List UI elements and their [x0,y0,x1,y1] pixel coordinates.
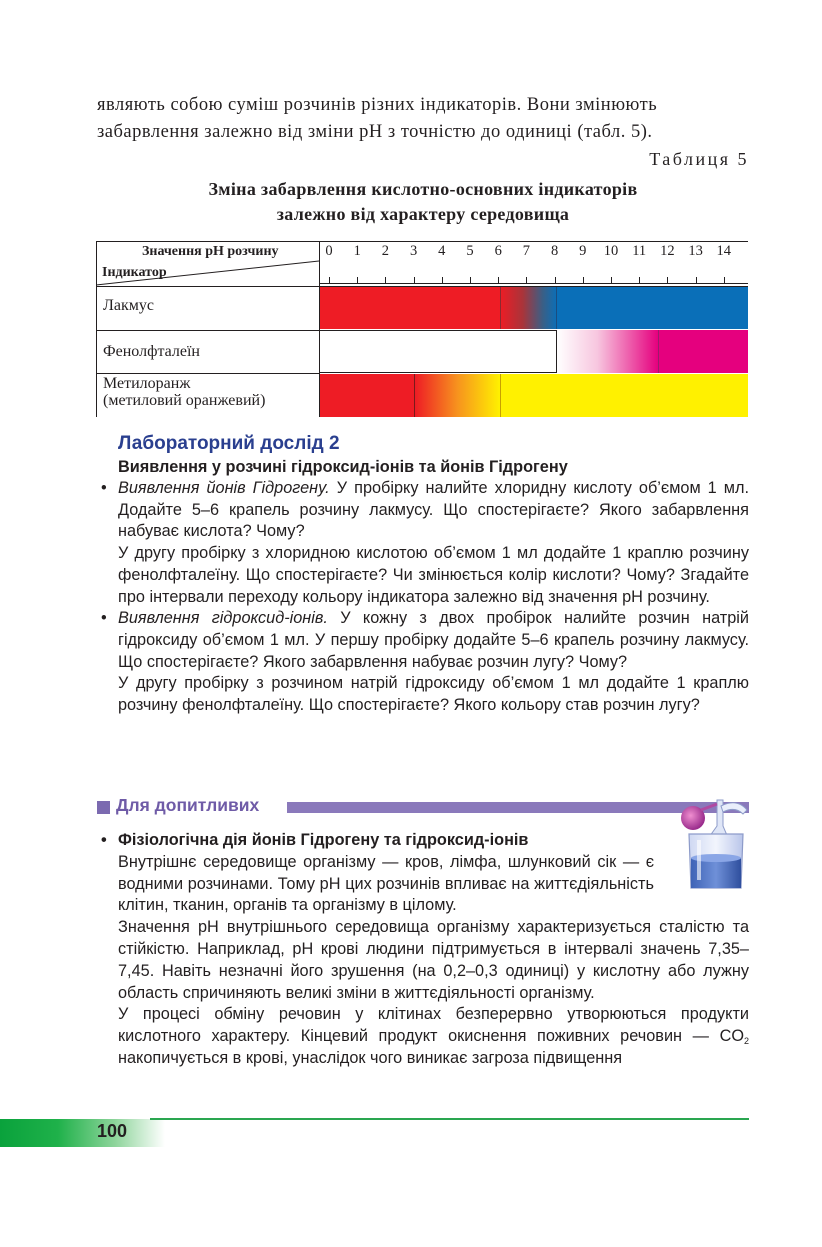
row-label-methyl-orange [103,375,265,409]
table-label: Таблиця 5 [649,149,749,169]
methyl-orange-red-band [320,374,415,417]
ph-value-3: 3 [409,243,418,259]
litmus-divider-a [500,287,501,329]
lab-subtitle: Виявлення у розчині гідроксид-іонів та йонів Гідрогену [118,458,568,476]
ph-axis-line [320,283,748,284]
ph-value-12: 12 [660,243,675,259]
intro-line-2: забарвлення залежно від зміни pH з точністю до одиниці (табл. 5). [97,122,653,142]
lab-item-1 [101,478,749,543]
ph-value-9: 9 [579,243,587,259]
header-indicator: Індикатор [102,265,167,280]
lab-item-2-para-2: У другу пробірку з розчином натрій гідроксиду об’ємом 1 мл додайте 1 краплю розчину фенолфталеїну. Що спостерігаєте? Якого кольору став розчин лугу? [118,674,749,715]
lab-item-2 [101,608,750,673]
co2-formula [720,1027,749,1045]
lab-item-1-para-2: У другу пробірку з хлоридною кислотою об’ємом 1 мл додайте 1 краплю розчину фенолфталеїну. Що спостерігаєте? Чи змінюється колір кислоти? Чому? Згадайте про інтервали переходу кольору індикатора залежно від значення pH розчину. [118,544,749,606]
header-ph: Значення pH розчину [142,244,279,259]
methyl-orange-line-2: (метиловий оранжевий) [103,392,266,409]
ph-value-11: 11 [632,243,647,259]
intro-line-1: являють собою суміш розчинів різних індикаторів. Вони змінюють [97,95,658,115]
ph-value-0: 0 [325,243,333,259]
row-label-phenolphthalein: Фенолфталеїн [103,343,200,360]
lab-item-1-text: У пробірку налийте хлоридну кислоту об’ємом 1 мл. Додайте 5–6 крапель розчину лакмусу. Що спостерігаєте? Якого забарвлення набуває кислота? Чому? [118,479,749,541]
phenol-white-bottom [320,372,557,373]
curious-para-3 [118,1004,749,1069]
curious-para-2: Значення pH внутрішнього середовища організму характеризується сталістю та стійкістю. Наприклад, pH крові людини підтримується в інтервалі значень 7,35–7,45. Навіть незначні його зрушення (на 0,2–0,3 одиниці) у кислотну або лужну область спричиняють великі зміни в життєдіяльності організму. [118,918,749,1002]
table-title-line-2: залежно від характеру середовища [276,204,570,224]
methyl-orange-transition-band [415,374,500,417]
lab-item-1-title: Виявлення йонів Гідрогену. [118,479,330,497]
lab-title: Лабораторний дослід 2 [118,433,340,454]
lab-item-2-title: Виявлення гідроксид-іонів. [118,609,328,628]
lab-experiment [97,432,749,717]
bullet: • [101,831,107,849]
table-title [97,177,749,227]
curious-para-1: Внутрішнє середовище організму — кров, лімфа, шлунковий сік — є водними розчинами. Тому pH цих розчинів впливає на життєдіяльність клітин, тканин, органів та організму в цілому. [118,852,654,915]
ph-value-10: 10 [603,243,619,259]
ph-value-1: 1 [353,243,361,259]
ph-value-8: 8 [550,243,559,259]
section-square-icon [97,801,110,814]
phenol-white-top [320,330,557,331]
intro-paragraph [97,92,749,146]
methyl-orange-yellow-band [501,374,748,417]
phenol-divider [658,330,659,373]
litmus-transition-band [500,287,557,329]
curious-content [97,830,749,1070]
table-title-line-1: Зміна забарвлення кислотно-основних індикаторів [208,179,638,199]
para-3-start: У процесі обміну речовин у клітинах безперервно утворюються продукти кислотного характеру. Кінцевий продукт окиснення поживних речовин — [118,1005,749,1046]
phenolphthalein-crimson-band [658,330,748,373]
ph-value-5: 5 [466,243,474,259]
phenolphthalein-colorless-band [320,330,557,373]
litmus-acid-band [320,287,500,329]
curious-section-header [97,795,749,816]
ph-value-7: 7 [522,243,531,259]
litmus-divider-b [556,287,557,329]
curious-section-title: Для допитливих [116,795,260,815]
bullet: • [101,609,107,628]
page-number: 100 [97,1121,128,1141]
table-row-divider-2 [96,373,320,374]
ph-value-2: 2 [381,243,390,259]
curious-heading [101,830,749,852]
footer-green-band [0,1119,165,1147]
phenolphthalein-transition-band [557,330,658,373]
footer-line [150,1118,749,1120]
ph-value-6: 6 [494,243,502,259]
lab-item-2-text: У кожну з двох пробірок налийте розчин натрій гідроксиду об’ємом 1 мл. У першу пробірку додайте 5–6 крапель розчину лакмусу. Що спостерігаєте? Якого забарвлення набуває розчин лугу? Чому? [118,609,750,671]
co-text: CO [719,1027,744,1046]
para-3-end: накопичується в крові, унаслідок чого виникає загроза підвищення [118,1048,623,1067]
indicator-table [96,241,748,417]
methyl-orange-line-1: Метилоранж [103,375,191,392]
ph-value-14: 14 [716,243,732,259]
ph-value-13: 13 [688,243,703,259]
co-subscript: 2 [743,1036,749,1047]
ph-value-4: 4 [438,243,446,259]
row-label-litmus: Лакмус [103,297,154,314]
table-row-divider-1 [96,330,320,331]
bullet: • [101,479,107,497]
litmus-base-band [557,287,748,329]
curious-heading-text: Фізіологічна дія йонів Гідрогену та гідроксид-іонів [118,831,529,849]
